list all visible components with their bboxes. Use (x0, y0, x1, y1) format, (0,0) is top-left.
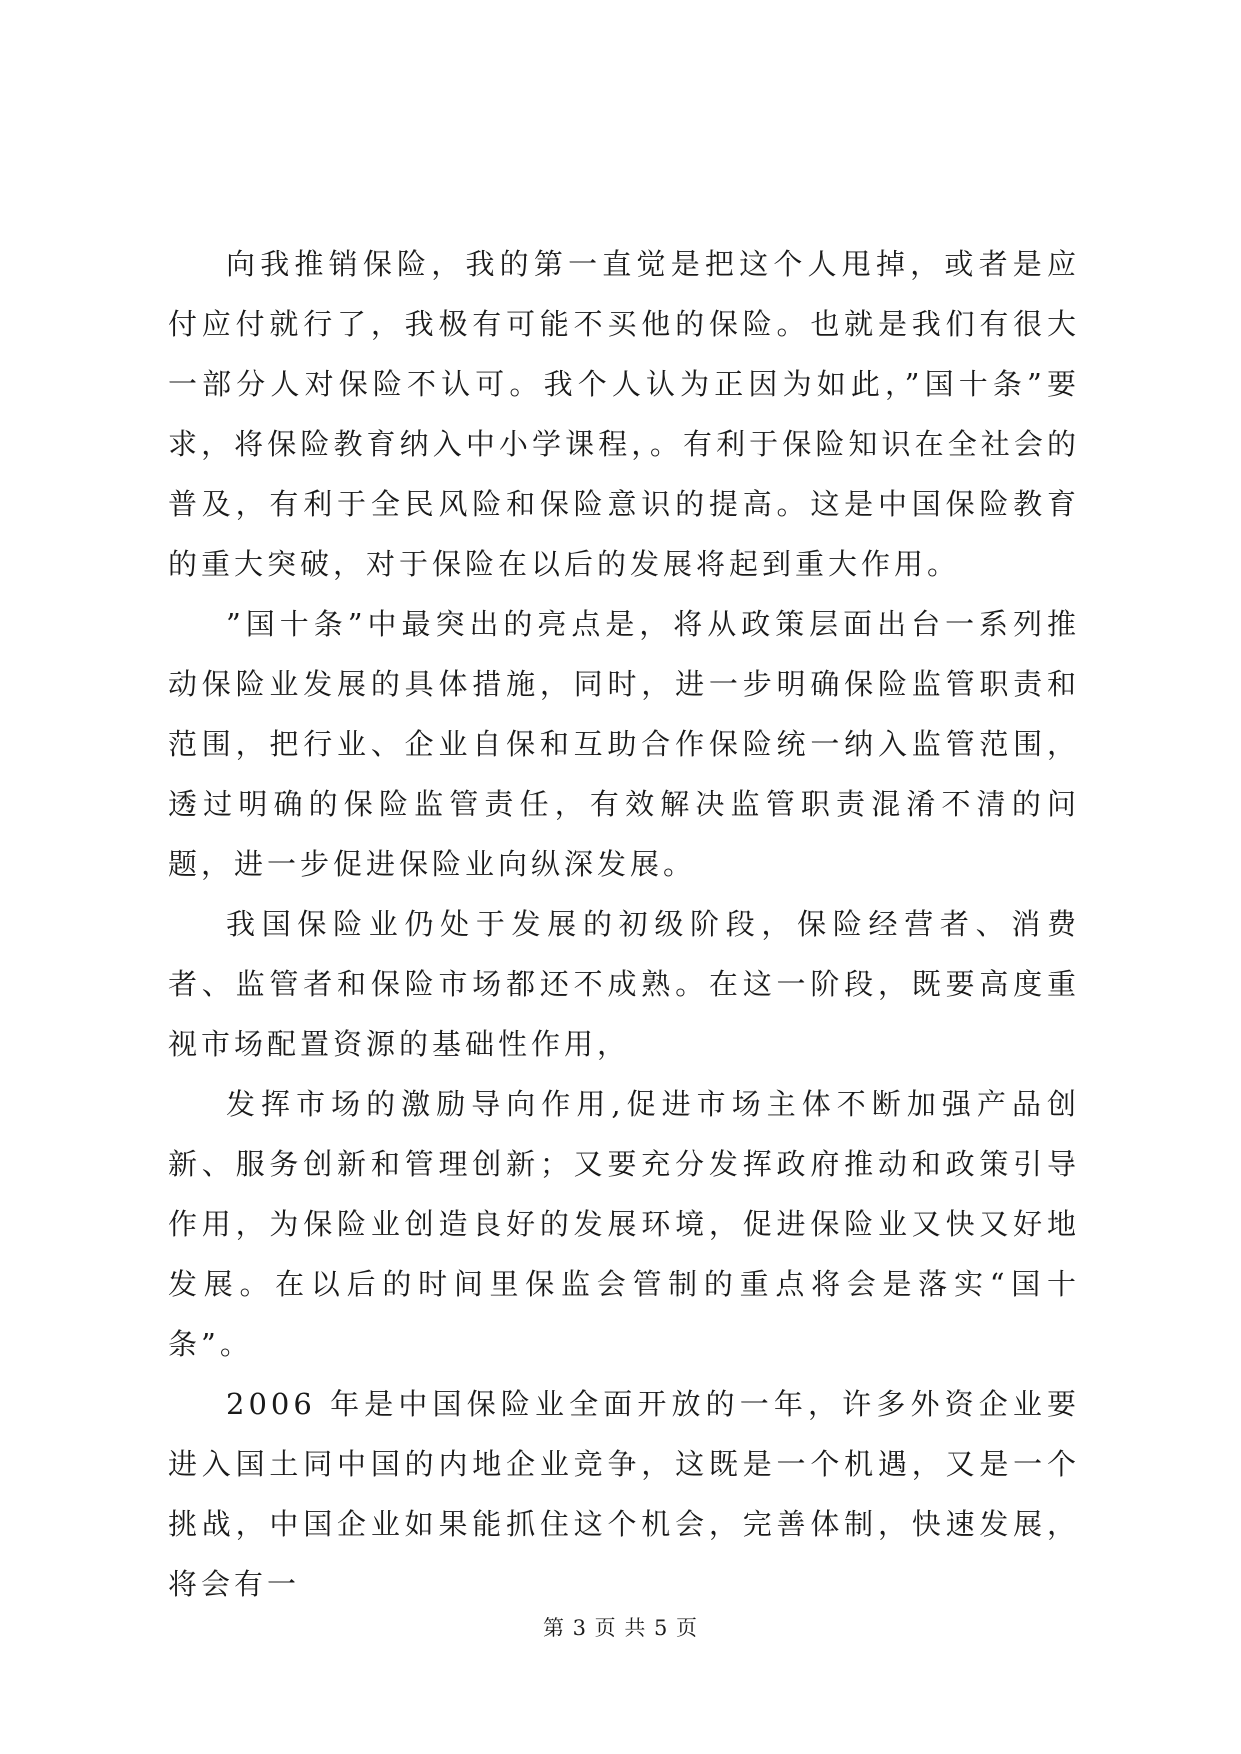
paragraph-1: 向我推销保险，我的第一直觉是把这个人甩掉，或者是应付应付就行了，我极有可能不买他的保险。也就是我们有很大一部分人对保险不认可。我个人认为正因为如此，”国十条”要求，将保险教育纳入中小学课程，。有利于保险知识在全社会的普及，有利于全民风险和保险意识的提高。这是中国保险教育的重大突破，对于保险在以后的发展将起到重大作用。 (168, 247, 1080, 581)
paragraph-2: ”国十条”中最突出的亮点是，将从政策层面出台一系列推动保险业发展的具体措施，同时，进一步明确保险监管职责和范围，把行业、企业自保和互助合作保险统一纳入监管范围，透过明确的保险监管责任，有效解决监管职责混淆不清的问题，进一步促进保险业向纵深发展。 (168, 607, 1080, 881)
page-footer: 第 3 页 共 5 页 (542, 1616, 699, 1640)
paragraph-5: 2006 年是中国保险业全面开放的一年，许多外资企业要进入国土同中国的内地企业竞争，这既是一个机遇，又是一个挑战，中国企业如果能抓住这个机会，完善体制，快速发展，将会有一 (168, 1387, 1080, 1601)
document-body (168, 234, 1080, 1614)
paragraph-3: 我国保险业仍处于发展的初级阶段，保险经营者、消费者、监管者和保险市场都还不成熟。在这一阶段，既要高度重视市场配置资源的基础性作用， (168, 907, 1080, 1061)
paragraph-4: 发挥市场的激励导向作用,促进市场主体不断加强产品创新、服务创新和管理创新；又要充分发挥政府推动和政策引导作用，为保险业创造良好的发展环境，促进保险业又快又好地发展。在以后的时间里保监会管制的重点将会是落实“国十条”。 (168, 1087, 1080, 1361)
